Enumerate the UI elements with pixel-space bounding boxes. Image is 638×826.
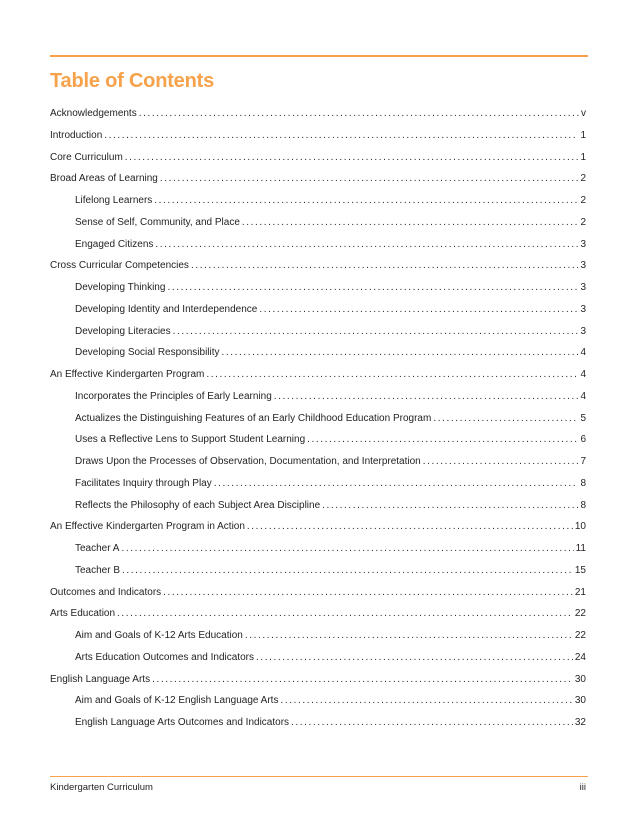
dot-leader xyxy=(154,190,578,212)
toc-entry-page: 30 xyxy=(574,673,586,685)
dot-leader xyxy=(280,690,572,712)
toc-entry-page: 3 xyxy=(580,238,586,250)
toc-entry-label: Broad Areas of Learning xyxy=(50,173,158,185)
toc-entry-label: Facilitates Inquiry through Play xyxy=(75,477,212,489)
toc-entry-page: 4 xyxy=(580,390,586,402)
dot-leader xyxy=(307,429,578,451)
dot-leader xyxy=(423,451,579,473)
toc-entry[interactable] xyxy=(50,234,586,256)
dot-leader xyxy=(245,625,573,647)
toc-entry-label: Acknowledgements xyxy=(50,108,137,119)
dot-leader xyxy=(104,125,578,147)
toc-entry[interactable] xyxy=(50,364,586,386)
toc-entry-page: 7 xyxy=(580,456,586,467)
dot-leader xyxy=(291,712,573,734)
toc-entry[interactable] xyxy=(50,103,586,125)
toc-entry[interactable] xyxy=(50,582,586,604)
toc-entry[interactable] xyxy=(50,408,586,430)
toc-entry-label: Sense of Self, Community, and Place xyxy=(75,216,240,228)
toc-entry-page: 1 xyxy=(580,129,586,141)
dot-leader xyxy=(242,212,579,234)
toc-entry[interactable] xyxy=(50,516,586,538)
toc-entry-label: Aim and Goals of K-12 Arts Education xyxy=(75,630,243,641)
toc-entry-page: 3 xyxy=(580,260,586,272)
toc-entry-label: Core Curriculum xyxy=(50,151,123,163)
dot-leader xyxy=(160,168,579,190)
toc-entry[interactable] xyxy=(50,429,586,451)
dot-leader xyxy=(259,299,578,321)
toc-entry[interactable] xyxy=(50,299,586,321)
toc-entry-page: 1 xyxy=(580,151,586,163)
toc-entry-label: Developing Social Responsibility xyxy=(75,347,220,359)
toc-entry[interactable] xyxy=(50,277,586,299)
toc-entry[interactable] xyxy=(50,168,586,190)
toc-entry-label: Incorporates the Principles of Early Learning xyxy=(75,390,272,402)
toc-entry[interactable] xyxy=(50,669,586,691)
toc-entry-label: Lifelong Learners xyxy=(75,195,153,206)
page-title: Table of Contents xyxy=(50,70,215,92)
dot-leader xyxy=(256,647,573,669)
dot-leader xyxy=(247,516,573,538)
toc-entry[interactable] xyxy=(50,147,586,169)
toc-entry-page: 6 xyxy=(580,434,586,446)
dot-leader xyxy=(173,321,579,343)
toc-entry[interactable] xyxy=(50,603,586,625)
header-rule xyxy=(50,55,588,57)
toc-entry-page: 5 xyxy=(580,412,586,424)
toc-entry-page: 3 xyxy=(580,303,586,315)
dot-leader xyxy=(155,234,578,256)
dot-leader xyxy=(214,473,579,495)
toc-entry[interactable] xyxy=(50,386,586,408)
toc-entry-label: Outcomes and Indicators xyxy=(50,586,162,598)
toc-entry-page: 30 xyxy=(574,695,586,707)
toc-entry-page: 2 xyxy=(580,195,586,206)
toc-entry[interactable] xyxy=(50,255,586,277)
dot-leader xyxy=(206,364,578,386)
toc-entry[interactable] xyxy=(50,342,586,364)
footer-rule xyxy=(50,776,588,777)
toc-entry[interactable] xyxy=(50,625,586,647)
toc-entry-page: 2 xyxy=(580,216,586,228)
toc-entry-label: Arts Education xyxy=(50,608,116,620)
toc-entry-label: Draws Upon the Processes of Observation, Documentation, and Interpretation xyxy=(75,456,421,467)
toc-entry-label: Engaged Citizens xyxy=(75,238,154,250)
toc-entry-page: 22 xyxy=(574,630,586,641)
toc-entry-page: 15 xyxy=(574,564,586,576)
toc-entry[interactable] xyxy=(50,560,586,582)
dot-leader xyxy=(222,342,579,364)
dot-leader xyxy=(322,495,578,517)
toc-entry-page: 8 xyxy=(580,477,586,489)
table-of-contents xyxy=(50,103,586,734)
toc-entry[interactable] xyxy=(50,712,586,734)
toc-entry-page: 2 xyxy=(580,173,586,185)
toc-entry-page: 21 xyxy=(574,586,586,598)
toc-entry-label: Developing Literacies xyxy=(75,325,171,337)
toc-entry[interactable] xyxy=(50,473,586,495)
footer-document-title: Kindergarten Curriculum xyxy=(50,782,153,793)
toc-entry[interactable] xyxy=(50,538,586,560)
toc-entry-page: 4 xyxy=(580,347,586,359)
dot-leader xyxy=(191,255,579,277)
dot-leader xyxy=(433,408,578,430)
toc-entry-label: Aim and Goals of K-12 English Language Arts xyxy=(75,695,279,707)
toc-entry-label: Introduction xyxy=(50,129,103,141)
dot-leader xyxy=(163,582,573,604)
footer-page-number: iii xyxy=(579,782,586,793)
dot-leader xyxy=(125,147,579,169)
toc-entry-page: 4 xyxy=(580,369,586,380)
toc-entry[interactable] xyxy=(50,190,586,212)
toc-entry-label: Teacher A xyxy=(75,543,120,554)
toc-entry-label: An Effective Kindergarten Program in Action xyxy=(50,521,245,533)
toc-entry-page: 11 xyxy=(575,543,586,554)
toc-entry-label: Cross Curricular Competencies xyxy=(50,260,189,272)
toc-entry-page: 10 xyxy=(574,521,586,533)
toc-entry-label: English Language Arts Outcomes and Indicators xyxy=(75,717,290,728)
dot-leader xyxy=(122,560,573,582)
toc-entry-page: v xyxy=(581,108,586,119)
toc-entry-label: An Effective Kindergarten Program xyxy=(50,369,205,380)
dot-leader xyxy=(274,386,579,408)
toc-entry[interactable] xyxy=(50,125,586,147)
toc-entry[interactable] xyxy=(50,495,586,517)
toc-entry-label: Uses a Reflective Lens to Support Student Learning xyxy=(75,434,306,446)
toc-entry[interactable] xyxy=(50,647,586,669)
toc-entry-label: Developing Identity and Interdependence xyxy=(75,303,258,315)
toc-entry[interactable] xyxy=(50,451,586,473)
dot-leader xyxy=(139,103,579,125)
toc-entry-label: Actualizes the Distinguishing Features of an Early Childhood Education Program xyxy=(75,412,432,424)
toc-entry-label: English Language Arts xyxy=(50,673,151,685)
toc-entry[interactable] xyxy=(50,321,586,343)
toc-entry-page: 3 xyxy=(580,282,586,293)
toc-entry[interactable] xyxy=(50,690,586,712)
toc-entry-label: Teacher B xyxy=(75,564,121,576)
dot-leader xyxy=(167,277,578,299)
toc-entry-page: 24 xyxy=(574,651,586,663)
dot-leader xyxy=(121,538,573,560)
toc-entry-page: 3 xyxy=(580,325,586,337)
dot-leader xyxy=(117,603,573,625)
toc-entry-label: Arts Education Outcomes and Indicators xyxy=(75,651,254,663)
toc-entry-page: 32 xyxy=(574,717,586,728)
toc-entry-page: 8 xyxy=(580,499,586,511)
toc-entry-label: Developing Thinking xyxy=(75,282,166,293)
toc-entry-page: 22 xyxy=(574,608,586,620)
toc-entry-label: Reflects the Philosophy of each Subject Area Discipline xyxy=(75,499,321,511)
dot-leader xyxy=(152,669,573,691)
toc-entry[interactable] xyxy=(50,212,586,234)
